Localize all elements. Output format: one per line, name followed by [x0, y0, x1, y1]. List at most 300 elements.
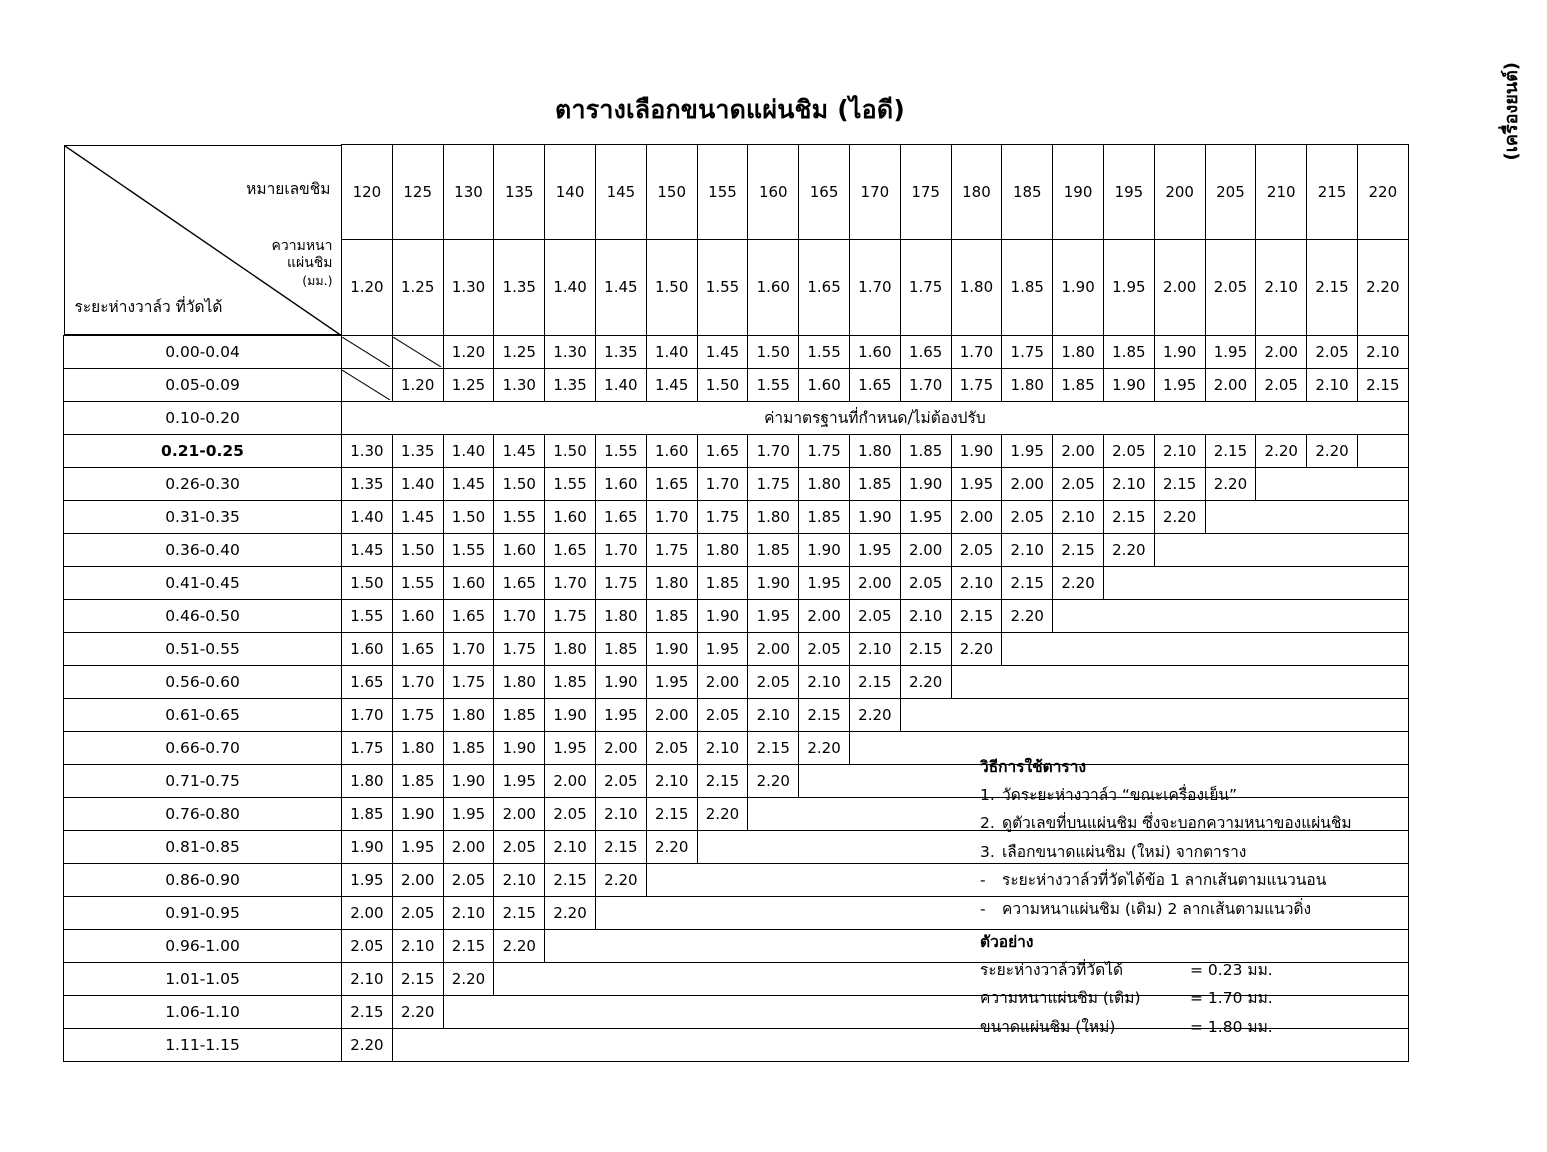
- shim-number-header: 185: [1002, 145, 1053, 240]
- shim-number-header: 175: [900, 145, 951, 240]
- shim-number-header: 140: [545, 145, 596, 240]
- shim-size-cell: 2.05: [1256, 368, 1307, 401]
- shim-size-cell: 1.60: [494, 533, 545, 566]
- shim-size-cell: 2.15: [494, 896, 545, 929]
- shim-size-cell: 1.85: [697, 566, 748, 599]
- shim-size-cell: 1.60: [392, 599, 443, 632]
- trailing-blank: [1357, 434, 1408, 467]
- shim-size-cell: 1.90: [748, 566, 799, 599]
- shim-size-cell: 1.85: [342, 797, 393, 830]
- shim-thickness-header: 1.65: [799, 240, 850, 335]
- shim-size-cell: 2.00: [494, 797, 545, 830]
- shim-size-cell: 1.95: [697, 632, 748, 665]
- shim-size-cell: 1.95: [595, 698, 646, 731]
- shim-size-cell: 2.10: [849, 632, 900, 665]
- shim-size-cell: 2.15: [1103, 500, 1154, 533]
- shim-size-cell: 2.15: [900, 632, 951, 665]
- shim-size-cell: 1.55: [443, 533, 494, 566]
- shim-size-cell: 1.90: [1103, 368, 1154, 401]
- shim-size-cell: 2.05: [799, 632, 850, 665]
- shim-size-cell: 1.80: [697, 533, 748, 566]
- corner-label-valve-clearance: ระยะห่างวาล์ว ที่วัดได้: [74, 297, 223, 316]
- empty-cell: [342, 335, 393, 368]
- shim-size-cell: 1.85: [392, 764, 443, 797]
- shim-size-cell: 1.35: [545, 368, 596, 401]
- shim-thickness-header: 2.00: [1154, 240, 1205, 335]
- shim-size-cell: 1.65: [595, 500, 646, 533]
- shim-size-cell: 1.85: [494, 698, 545, 731]
- shim-number-header: 155: [697, 145, 748, 240]
- shim-thickness-header: 1.25: [392, 240, 443, 335]
- shim-size-cell: 1.75: [392, 698, 443, 731]
- shim-size-cell: 1.90: [494, 731, 545, 764]
- shim-number-header: 190: [1053, 145, 1104, 240]
- corner-label-line3: (มม.): [302, 272, 333, 288]
- trailing-blank: [900, 698, 1408, 731]
- table-corner-header: [64, 145, 342, 336]
- shim-size-cell: 1.65: [646, 467, 697, 500]
- standard-note-text: ค่ามาตรฐานที่กำหนด/ไม่ต้องปรับ: [342, 401, 1409, 434]
- row-label-valve-clearance: 0.05-0.09: [64, 368, 342, 401]
- shim-size-cell: 1.95: [443, 797, 494, 830]
- header-row-shim-numbers: [64, 145, 1409, 240]
- shim-size-cell: 1.85: [646, 599, 697, 632]
- shim-size-cell: 2.20: [646, 830, 697, 863]
- shim-size-cell: 1.95: [951, 467, 1002, 500]
- shim-size-cell: 2.05: [1053, 467, 1104, 500]
- example-list: [980, 960, 1500, 1036]
- shim-size-cell: 1.80: [1053, 335, 1104, 368]
- table-row: [64, 335, 1409, 368]
- instruction-marker: -: [980, 899, 986, 918]
- example-label: ระยะห่างวาล์วที่วัดได้: [980, 960, 1124, 979]
- shim-size-cell: 1.85: [545, 665, 596, 698]
- shim-size-cell: 1.95: [1154, 368, 1205, 401]
- shim-size-cell: 2.00: [1053, 434, 1104, 467]
- shim-size-cell: 1.70: [392, 665, 443, 698]
- shim-size-cell: 1.70: [494, 599, 545, 632]
- shim-size-cell: 1.75: [1002, 335, 1053, 368]
- shim-size-cell: 2.15: [1205, 434, 1256, 467]
- shim-size-cell: 1.40: [646, 335, 697, 368]
- instruction-item: [980, 842, 1500, 861]
- shim-thickness-header: 1.90: [1053, 240, 1104, 335]
- shim-size-cell: 2.05: [849, 599, 900, 632]
- shim-size-cell: 2.00: [951, 500, 1002, 533]
- instruction-text: วัดระยะห่างวาล์ว “ขณะเครื่องเย็น”: [1002, 785, 1238, 804]
- shim-size-cell: 2.05: [951, 533, 1002, 566]
- shim-size-cell: 1.55: [494, 500, 545, 533]
- row-label-valve-clearance: 0.96-1.00: [64, 929, 342, 962]
- instruction-item: [980, 785, 1500, 804]
- shim-size-cell: 1.40: [342, 500, 393, 533]
- example-row: [980, 960, 1500, 979]
- shim-size-cell: 1.85: [443, 731, 494, 764]
- instruction-text: ดูตัวเลขที่บนแผ่นชิม ซึ่งจะบอกความหนาของแผ่นชิม: [1002, 814, 1352, 832]
- shim-thickness-header: 1.70: [849, 240, 900, 335]
- shim-size-cell: 1.75: [494, 632, 545, 665]
- shim-size-cell: 2.00: [1205, 368, 1256, 401]
- shim-size-cell: 1.35: [342, 467, 393, 500]
- shim-size-cell: 2.05: [748, 665, 799, 698]
- shim-size-cell: 1.60: [443, 566, 494, 599]
- shim-size-cell: 2.15: [748, 731, 799, 764]
- row-label-valve-clearance: 0.81-0.85: [64, 830, 342, 863]
- shim-number-header: 215: [1307, 145, 1358, 240]
- shim-size-cell: 2.20: [748, 764, 799, 797]
- shim-size-cell: 1.50: [342, 566, 393, 599]
- shim-size-cell: 2.00: [595, 731, 646, 764]
- shim-size-cell: 1.45: [392, 500, 443, 533]
- shim-size-cell: 1.80: [545, 632, 596, 665]
- shim-size-cell: 1.75: [545, 599, 596, 632]
- shim-size-cell: 1.80: [494, 665, 545, 698]
- shim-size-cell: 2.05: [545, 797, 596, 830]
- row-label-valve-clearance: 0.36-0.40: [64, 533, 342, 566]
- shim-number-header: 145: [595, 145, 646, 240]
- shim-size-cell: 2.15: [595, 830, 646, 863]
- side-label: (เครื่องยนต์): [1501, 62, 1522, 161]
- shim-size-cell: 2.10: [900, 599, 951, 632]
- shim-size-cell: 1.75: [799, 434, 850, 467]
- shim-thickness-header: 1.45: [595, 240, 646, 335]
- shim-size-cell: 2.20: [1053, 566, 1104, 599]
- shim-size-cell: 1.45: [697, 335, 748, 368]
- trailing-blank: [951, 665, 1408, 698]
- shim-thickness-header: 1.35: [494, 240, 545, 335]
- shim-size-cell: 2.20: [1205, 467, 1256, 500]
- shim-size-cell: 2.00: [342, 896, 393, 929]
- shim-size-cell: 2.20: [595, 863, 646, 896]
- shim-size-cell: 1.85: [748, 533, 799, 566]
- shim-size-cell: 2.20: [900, 665, 951, 698]
- table-row: [64, 698, 1409, 731]
- shim-size-cell: 1.70: [595, 533, 646, 566]
- shim-size-cell: 2.10: [342, 962, 393, 995]
- shim-size-cell: 2.10: [494, 863, 545, 896]
- shim-size-cell: 1.55: [748, 368, 799, 401]
- shim-size-cell: 1.90: [849, 500, 900, 533]
- shim-size-cell: 1.60: [849, 335, 900, 368]
- shim-size-cell: 1.85: [1053, 368, 1104, 401]
- shim-size-cell: 1.60: [545, 500, 596, 533]
- example-row: [980, 1017, 1500, 1036]
- shim-size-cell: 1.50: [545, 434, 596, 467]
- shim-size-cell: 1.65: [545, 533, 596, 566]
- shim-size-cell: 2.00: [1002, 467, 1053, 500]
- shim-size-cell: 1.45: [443, 467, 494, 500]
- shim-size-cell: 1.90: [342, 830, 393, 863]
- shim-size-cell: 2.10: [951, 566, 1002, 599]
- shim-size-cell: 1.90: [443, 764, 494, 797]
- shim-size-cell: 1.95: [646, 665, 697, 698]
- shim-size-cell: 2.10: [1002, 533, 1053, 566]
- trailing-blank: [1103, 566, 1408, 599]
- shim-number-header: 160: [748, 145, 799, 240]
- trailing-blank: [1154, 533, 1408, 566]
- shim-size-cell: 1.75: [342, 731, 393, 764]
- shim-number-header: 180: [951, 145, 1002, 240]
- empty-cell: [392, 335, 443, 368]
- shim-number-header: 120: [342, 145, 393, 240]
- shim-size-cell: 1.65: [697, 434, 748, 467]
- shim-size-cell: 1.65: [494, 566, 545, 599]
- shim-number-header: 195: [1103, 145, 1154, 240]
- shim-size-cell: 2.00: [443, 830, 494, 863]
- standard-note-row: [64, 401, 1409, 434]
- shim-size-cell: 2.20: [1002, 599, 1053, 632]
- shim-size-cell: 2.15: [1053, 533, 1104, 566]
- shim-size-cell: 1.60: [342, 632, 393, 665]
- shim-size-cell: 2.20: [342, 1028, 393, 1061]
- corner-label-line2: แผ่นชิม: [286, 255, 333, 271]
- row-label-valve-clearance: 0.31-0.35: [64, 500, 342, 533]
- shim-size-cell: 2.00: [748, 632, 799, 665]
- shim-size-cell: 1.60: [799, 368, 850, 401]
- shim-size-cell: 1.95: [392, 830, 443, 863]
- shim-size-cell: 1.90: [595, 665, 646, 698]
- row-label-valve-clearance: 0.86-0.90: [64, 863, 342, 896]
- shim-thickness-header: 1.40: [545, 240, 596, 335]
- shim-size-cell: 1.70: [342, 698, 393, 731]
- shim-size-cell: 1.85: [595, 632, 646, 665]
- row-label-valve-clearance: 0.46-0.50: [64, 599, 342, 632]
- shim-size-cell: 2.00: [646, 698, 697, 731]
- table-row: [64, 632, 1409, 665]
- instruction-marker: 2.: [980, 814, 995, 832]
- row-label-valve-clearance: 1.01-1.05: [64, 962, 342, 995]
- shim-size-cell: 2.10: [1103, 467, 1154, 500]
- shim-size-cell: 2.05: [443, 863, 494, 896]
- shim-size-cell: 1.95: [1002, 434, 1053, 467]
- shim-size-cell: 2.00: [1256, 335, 1307, 368]
- shim-size-cell: 2.05: [1307, 335, 1358, 368]
- shim-size-cell: 1.20: [392, 368, 443, 401]
- shim-size-cell: 1.35: [392, 434, 443, 467]
- shim-size-cell: 2.20: [697, 797, 748, 830]
- shim-size-cell: 1.70: [900, 368, 951, 401]
- row-label-valve-clearance: 0.26-0.30: [64, 467, 342, 500]
- shim-size-cell: 1.25: [443, 368, 494, 401]
- example-value: = 0.23 มม.: [1190, 960, 1273, 979]
- shim-size-cell: 2.10: [1307, 368, 1358, 401]
- shim-size-cell: 2.20: [392, 995, 443, 1028]
- shim-size-cell: 1.95: [494, 764, 545, 797]
- shim-size-cell: 2.05: [646, 731, 697, 764]
- shim-size-cell: 2.10: [545, 830, 596, 863]
- shim-size-cell: 2.10: [595, 797, 646, 830]
- shim-thickness-header: 1.60: [748, 240, 799, 335]
- instruction-text: ระยะห่างวาล์วที่วัดได้ข้อ 1 ลากเส้นตามแนวนอน: [1002, 871, 1327, 889]
- instructions-heading: วิธีการใช้ตาราง: [980, 758, 1087, 776]
- shim-size-cell: 1.75: [443, 665, 494, 698]
- shim-size-cell: 2.10: [697, 731, 748, 764]
- shim-size-cell: 2.05: [494, 830, 545, 863]
- shim-size-cell: 1.65: [900, 335, 951, 368]
- shim-size-cell: 1.85: [799, 500, 850, 533]
- shim-size-cell: 1.35: [595, 335, 646, 368]
- shim-size-cell: 1.90: [646, 632, 697, 665]
- shim-size-cell: 2.00: [392, 863, 443, 896]
- shim-size-cell: 1.70: [545, 566, 596, 599]
- shim-size-cell: 1.65: [443, 599, 494, 632]
- shim-thickness-header: 1.80: [951, 240, 1002, 335]
- shim-size-cell: 2.15: [849, 665, 900, 698]
- corner-label-line1: ความหนา: [271, 237, 333, 254]
- trailing-blank: [1002, 632, 1408, 665]
- table-row: [64, 665, 1409, 698]
- shim-size-cell: 1.70: [443, 632, 494, 665]
- shim-size-cell: 2.10: [1154, 434, 1205, 467]
- corner-label-shim-thickness: [272, 238, 333, 289]
- shim-size-cell: 1.95: [900, 500, 951, 533]
- table-row: [64, 533, 1409, 566]
- shim-size-cell: 2.00: [900, 533, 951, 566]
- row-label-valve-clearance: 1.11-1.15: [64, 1028, 342, 1061]
- shim-size-cell: 2.20: [1307, 434, 1358, 467]
- trailing-blank: [1053, 599, 1409, 632]
- example-label: ความหนาแผ่นชิม (เดิม): [980, 989, 1141, 1007]
- instruction-marker: -: [980, 871, 986, 889]
- shim-size-cell: 2.10: [1053, 500, 1104, 533]
- example-label: ขนาดแผ่นชิม (ใหม่): [980, 1017, 1116, 1036]
- shim-thickness-header: 1.30: [443, 240, 494, 335]
- shim-size-cell: 1.55: [545, 467, 596, 500]
- shim-size-cell: 1.80: [443, 698, 494, 731]
- shim-size-cell: 2.10: [392, 929, 443, 962]
- shim-size-cell: 1.95: [748, 599, 799, 632]
- shim-thickness-header: 2.10: [1256, 240, 1307, 335]
- shim-thickness-header: 1.75: [900, 240, 951, 335]
- shim-number-header: 210: [1256, 145, 1307, 240]
- shim-size-cell: 1.80: [595, 599, 646, 632]
- shim-size-cell: 1.50: [697, 368, 748, 401]
- shim-size-cell: 1.65: [342, 665, 393, 698]
- shim-size-cell: 2.05: [1002, 500, 1053, 533]
- shim-size-cell: 2.15: [392, 962, 443, 995]
- shim-size-cell: 2.20: [951, 632, 1002, 665]
- instruction-marker: 1.: [980, 785, 995, 804]
- shim-size-cell: 1.40: [392, 467, 443, 500]
- shim-size-cell: 2.05: [342, 929, 393, 962]
- shim-size-cell: 1.95: [1205, 335, 1256, 368]
- shim-size-cell: 1.30: [545, 335, 596, 368]
- table-row: [64, 599, 1409, 632]
- shim-size-cell: 1.90: [951, 434, 1002, 467]
- shim-size-cell: 1.50: [392, 533, 443, 566]
- shim-size-cell: 1.80: [748, 500, 799, 533]
- shim-size-cell: 1.80: [799, 467, 850, 500]
- shim-size-cell: 2.10: [443, 896, 494, 929]
- shim-size-cell: 2.20: [1154, 500, 1205, 533]
- instruction-item: [980, 899, 1500, 918]
- row-label-valve-clearance: 0.71-0.75: [64, 764, 342, 797]
- shim-size-cell: 1.40: [595, 368, 646, 401]
- table-row: [64, 368, 1409, 401]
- example-heading: ตัวอย่าง: [980, 933, 1034, 951]
- shim-size-cell: 1.85: [849, 467, 900, 500]
- shim-thickness-header: 1.95: [1103, 240, 1154, 335]
- shim-size-cell: 2.15: [799, 698, 850, 731]
- example-row: [980, 991, 1500, 1007]
- shim-size-cell: 2.20: [545, 896, 596, 929]
- shim-size-cell: 1.70: [951, 335, 1002, 368]
- instruction-text: ความหนาแผ่นชิม (เดิม) 2 ลากเส้นตามแนวดิ่ง: [1002, 899, 1312, 918]
- shim-size-cell: 1.55: [392, 566, 443, 599]
- shim-size-cell: 2.20: [799, 731, 850, 764]
- shim-size-cell: 1.90: [799, 533, 850, 566]
- corner-label-shim-number: หมายเลขชิม: [246, 179, 331, 198]
- shim-size-cell: 1.45: [646, 368, 697, 401]
- shim-number-header: 220: [1357, 145, 1408, 240]
- shim-size-cell: 2.05: [900, 566, 951, 599]
- shim-size-cell: 1.95: [342, 863, 393, 896]
- row-label-valve-clearance: 0.76-0.80: [64, 797, 342, 830]
- shim-size-cell: 1.30: [342, 434, 393, 467]
- shim-size-cell: 2.10: [799, 665, 850, 698]
- instruction-item: [980, 816, 1500, 832]
- shim-size-cell: 2.20: [849, 698, 900, 731]
- shim-size-cell: 1.55: [342, 599, 393, 632]
- shim-size-cell: 2.20: [1103, 533, 1154, 566]
- shim-number-header: 125: [392, 145, 443, 240]
- empty-cell: [342, 368, 393, 401]
- shim-size-cell: 1.30: [494, 368, 545, 401]
- shim-size-cell: 1.70: [748, 434, 799, 467]
- shim-size-cell: 2.15: [1357, 368, 1408, 401]
- shim-thickness-header: 2.05: [1205, 240, 1256, 335]
- shim-size-cell: 2.15: [697, 764, 748, 797]
- shim-size-cell: 1.55: [799, 335, 850, 368]
- shim-size-cell: 1.70: [697, 467, 748, 500]
- shim-size-cell: 2.15: [1002, 566, 1053, 599]
- shim-size-cell: 1.95: [849, 533, 900, 566]
- shim-number-header: 200: [1154, 145, 1205, 240]
- shim-size-cell: 2.15: [1154, 467, 1205, 500]
- shim-number-header: 130: [443, 145, 494, 240]
- row-label-valve-clearance: 0.91-0.95: [64, 896, 342, 929]
- shim-size-cell: 1.75: [951, 368, 1002, 401]
- shim-size-cell: 2.20: [1256, 434, 1307, 467]
- shim-size-cell: 1.75: [646, 533, 697, 566]
- shim-size-cell: 1.90: [545, 698, 596, 731]
- shim-thickness-header: 1.50: [646, 240, 697, 335]
- shim-thickness-header: 1.85: [1002, 240, 1053, 335]
- row-label-valve-clearance: 0.10-0.20: [64, 401, 342, 434]
- shim-size-cell: 2.05: [392, 896, 443, 929]
- shim-size-cell: 1.65: [849, 368, 900, 401]
- instructions-block: [980, 760, 1500, 1048]
- row-label-valve-clearance: 0.61-0.65: [64, 698, 342, 731]
- row-label-valve-clearance: 0.66-0.70: [64, 731, 342, 764]
- example-value: = 1.80 มม.: [1190, 1017, 1273, 1036]
- shim-size-cell: 2.10: [1357, 335, 1408, 368]
- row-label-valve-clearance: 0.41-0.45: [64, 566, 342, 599]
- shim-size-cell: 2.15: [951, 599, 1002, 632]
- trailing-blank: [1205, 500, 1408, 533]
- row-label-valve-clearance: 1.06-1.10: [64, 995, 342, 1028]
- shim-size-cell: 2.20: [494, 929, 545, 962]
- shim-size-cell: 1.60: [595, 467, 646, 500]
- shim-size-cell: 2.00: [545, 764, 596, 797]
- shim-size-cell: 1.75: [595, 566, 646, 599]
- example-value: = 1.70 มม.: [1190, 989, 1273, 1007]
- shim-size-cell: 1.50: [748, 335, 799, 368]
- shim-size-cell: 1.50: [494, 467, 545, 500]
- shim-thickness-header: 2.15: [1307, 240, 1358, 335]
- table-row: [64, 467, 1409, 500]
- table-row: [64, 566, 1409, 599]
